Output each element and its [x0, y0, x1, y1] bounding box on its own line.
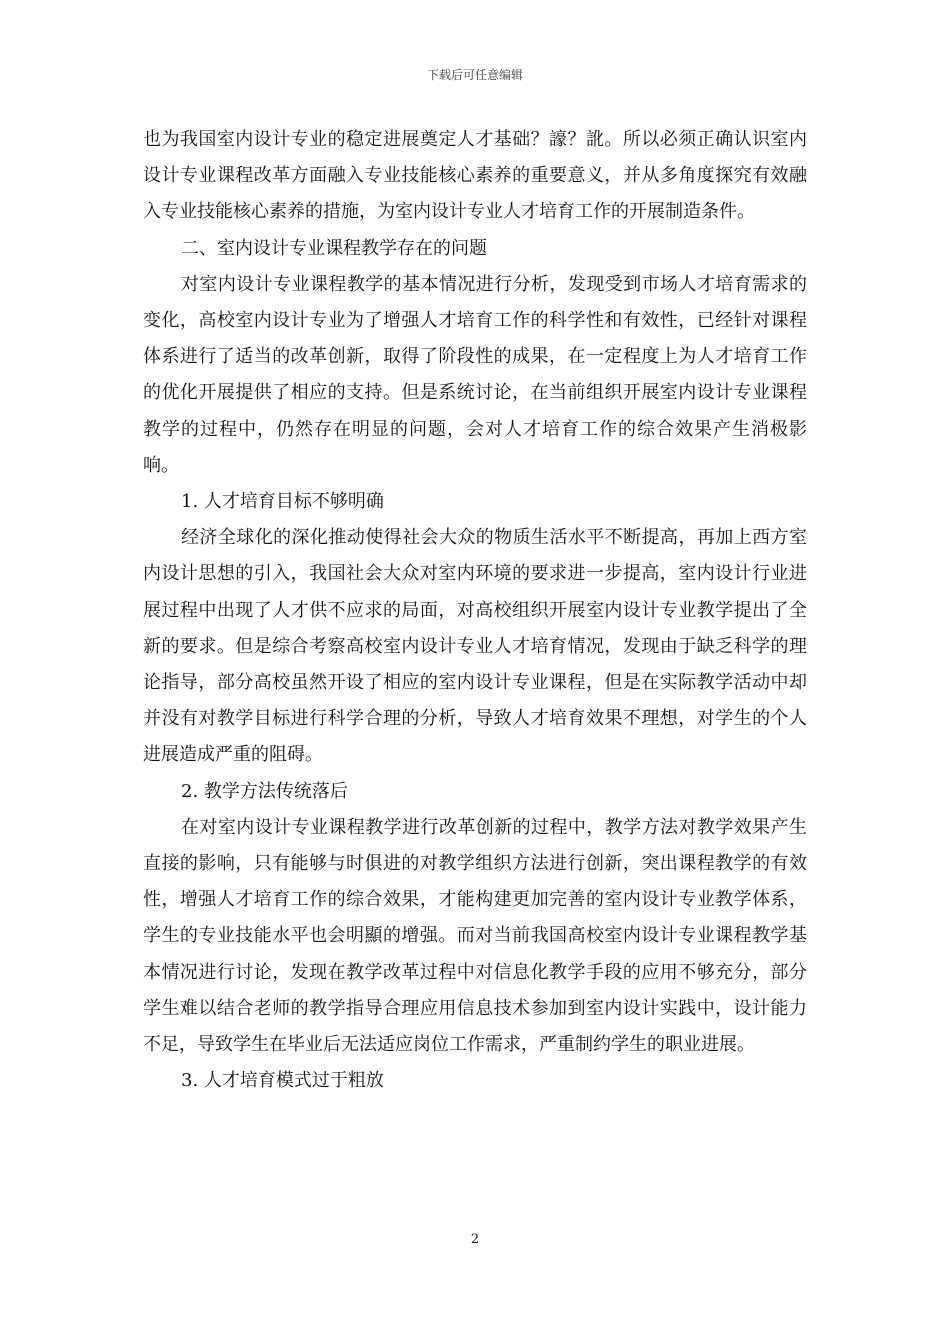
page-header: 下载后可任意编辑 — [426, 68, 523, 82]
subsection-heading: 3. 人才培育模式过于粗放 — [181, 1070, 384, 1092]
body-paragraph: 在对室内设计专业课程教学进行改革创新的过程中，教学方法对教学效果产生直接的影响，只有能够与时俱进的对教学组织方法进行创新，突出课程教学的有效性，增强人才培育工作的综合效果，才能构建更加完善的室内设计专业教学体系，学生的专业技能水平也会明顯的增强。而对当前我国高校室内设计专业课程教学基本情况进行讨论，发现在教学改革过程中对信息化教学手段的应用不够充分，部分学生难以结合老师的教学指导合理应用信息技术参加到室内设计实践中，设计能力不足，导致学生在毕业后无法适应岗位工作需求，严重制约学生的职业进展。 — [143, 816, 807, 1056]
document-body — [143, 122, 807, 1099]
body-paragraph: 经济全球化的深化推动使得社会大众的物质生活水平不断提高，再加上西方室内设计思想的引入，我国社会大众对室内环境的要求进一步提高，室内设计行业进展过程中出现了人才供不应求的局面，对高校组织开展室内设计专业教学提出了全新的要求。但是综合考察高校室内设计专业人才培育情况，发现由于缺乏科学的理论指导，部分高校虽然开设了相应的室内设计专业课程，但是在实际教学活动中却并没有对教学目标进行科学合理的分析，导致人才培育效果不理想，对学生的个人进展造成严重的阻碍。 — [143, 527, 807, 766]
subsection-heading: 2. 教学方法传统落后 — [181, 780, 348, 802]
body-paragraph: 对室内设计专业课程教学的基本情况进行分析，发现受到市场人才培育需求的变化，高校室内设计专业为了增强人才培育工作的科学性和有效性，已经针对课程体系进行了适当的改革创新，取得了阶段性的成果，在一定程度上为人才培育工作的优化开展提供了相应的支持。但是系统讨论，在当前组织开展室内设计专业课程教学的过程中，仍然存在明显的问题，会对人才培育工作的综合效果产生消极影响。 — [143, 273, 807, 476]
section-heading: 二、室内设计专业课程教学存在的问题 — [181, 237, 487, 259]
page-number: 2 — [470, 1232, 480, 1247]
subsection-heading: 1. 人才培育目标不够明确 — [181, 491, 384, 513]
body-paragraph: 也为我国室内设计专业的稳定进展奠定人才基础？譹？訛。所以必须正确认识室内设计专业课程改革方面融入专业技能核心素养的重要意义，并从多角度探究有效融入专业技能核心素养的措施，为室内设计专业人才培育工作的开展制造条件。 — [143, 129, 807, 223]
